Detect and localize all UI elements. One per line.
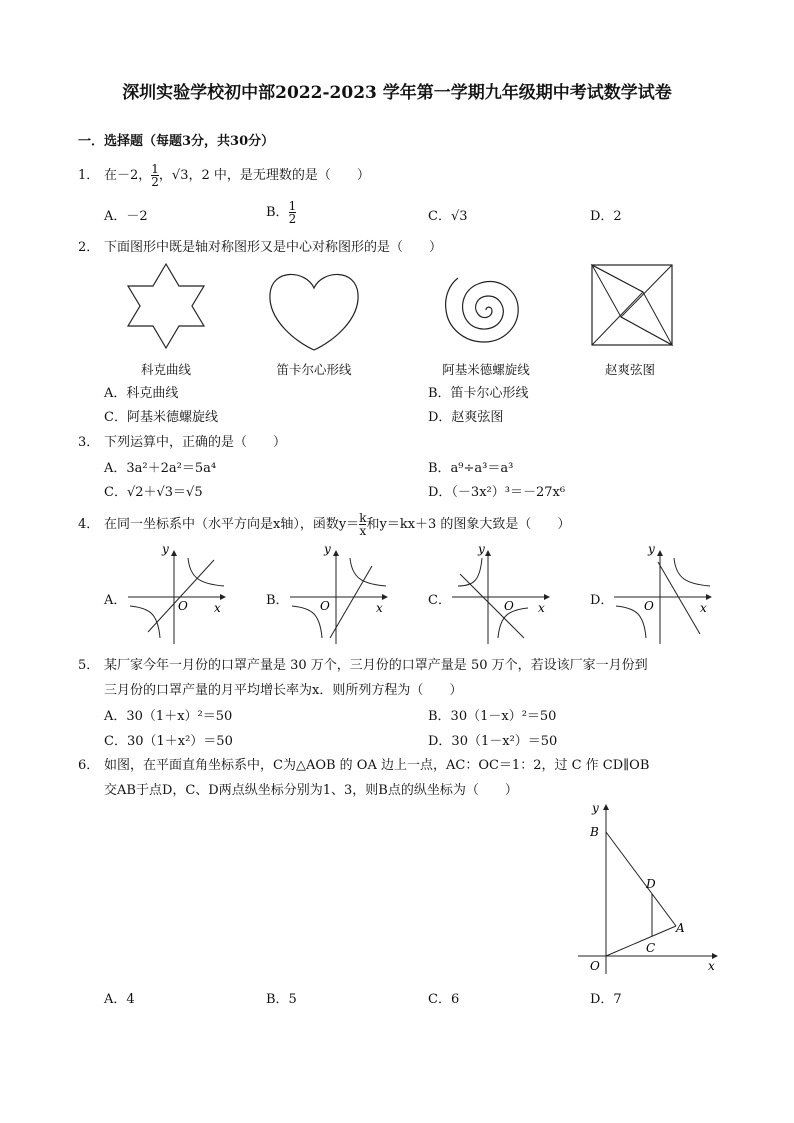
question-number: 3．: [78, 435, 100, 450]
question-stem: 在－2，: [104, 168, 152, 183]
svg-text:x: x: [700, 601, 707, 615]
svg-text:O: O: [644, 599, 654, 613]
question-stem: 在同一坐标系中（水平方向是x轴），函数y＝: [104, 517, 360, 532]
option-d[interactable]: D．2: [590, 209, 622, 224]
option-d[interactable]: D．30（1－x²）＝50: [428, 734, 558, 749]
option-b[interactable]: B．a⁹÷a³＝a³: [428, 461, 514, 476]
graph-option-b[interactable]: [290, 544, 392, 644]
question-number: 6．: [78, 758, 100, 773]
question-5: [78, 654, 648, 673]
option-c[interactable]: C．6: [428, 992, 460, 1007]
graph-option-c[interactable]: [452, 544, 554, 644]
page-title: 深圳实验学校初中部2022-2023 学年第一学期九年级期中考试数学试卷: [122, 83, 672, 103]
option-a[interactable]: A．科克曲线: [104, 386, 179, 401]
question-1: [78, 163, 370, 188]
question-number: 2．: [78, 240, 100, 255]
option-b[interactable]: B．30（1－x）²＝50: [428, 709, 557, 724]
question-stem: 下列运算中，正确的是（ ）: [104, 435, 287, 450]
svg-text:B: B: [590, 825, 599, 839]
svg-text:x: x: [538, 601, 545, 615]
zhao-shuang-figure: [591, 264, 673, 346]
svg-text:C: C: [646, 941, 656, 955]
option-a[interactable]: A．30（1＋x）²＝50: [104, 709, 233, 724]
option-c[interactable]: C．√3: [428, 209, 468, 224]
svg-text:D: D: [646, 877, 656, 891]
fraction: $\frac{k}{x}$: [359, 511, 367, 538]
question-stem: 下面图形中既是轴对称图形又是中心对称图形的是（ ）: [104, 240, 443, 255]
option-a[interactable]: A．－2: [104, 209, 148, 224]
caption-spiral: 阿基米德螺旋线: [442, 362, 530, 377]
graph-option-a[interactable]: [128, 544, 230, 644]
svg-text:y: y: [478, 542, 485, 556]
svg-text:A: A: [676, 921, 685, 935]
koch-curve-figure: [118, 262, 214, 350]
question-stem: 某厂家今年一月份的口罩产量是 30 万个，三月份的口罩产量是 50 万个，若设该厂家一月份到: [104, 658, 648, 673]
option-c[interactable]: C．30（1＋x²）＝50: [104, 734, 233, 749]
option-b[interactable]: B．笛卡尔心形线: [428, 386, 529, 401]
question-2: [78, 236, 442, 255]
caption-zhao-shuang: 赵爽弦图: [604, 362, 655, 377]
svg-text:O: O: [590, 959, 600, 973]
cardioid-figure: [266, 268, 362, 352]
question-number: 4．: [78, 517, 100, 532]
question-4: [78, 512, 570, 537]
svg-text:y: y: [648, 542, 655, 556]
svg-text:y: y: [162, 542, 169, 556]
caption-cardioid: 笛卡尔心形线: [276, 362, 352, 377]
graph-option-d[interactable]: [614, 544, 716, 644]
question-6: [78, 754, 649, 773]
svg-text:y: y: [324, 542, 331, 556]
option-d[interactable]: D．（－3x²）³＝－27x⁶: [428, 485, 566, 500]
option-d[interactable]: D．7: [590, 992, 622, 1007]
spiral-figure: [434, 266, 530, 354]
svg-text:y: y: [592, 801, 599, 815]
option-d[interactable]: D．赵爽弦图: [428, 410, 504, 425]
svg-text:x: x: [376, 601, 383, 615]
svg-text:x: x: [214, 601, 221, 615]
question-6-line2: 交AB于点D，C、D两点纵坐标分别为1、3，则B点的纵坐标为（ ）: [104, 783, 518, 798]
option-a-label[interactable]: A．: [104, 593, 127, 608]
option-b-label[interactable]: B．: [266, 593, 289, 608]
option-a[interactable]: A．3a²＋2a²＝5a⁴: [104, 461, 217, 476]
option-b[interactable]: B．5: [266, 992, 297, 1007]
question-stem-rest: 和y＝kx＋3 的图象大致是（ ）: [366, 517, 571, 532]
option-c-label[interactable]: C．: [428, 593, 451, 608]
question-number: 1．: [78, 168, 100, 183]
option-a[interactable]: A．4: [104, 992, 135, 1007]
question-stem: 如图，在平面直角坐标系中，C为△AOB 的 OA 边上一点，AC：OC＝1：2，过 C 作 CD∥OB: [104, 758, 650, 773]
option-c[interactable]: C．√2＋√3＝√5: [104, 485, 203, 500]
fraction: $\frac{1}{2}$: [151, 162, 159, 189]
svg-text:O: O: [320, 599, 330, 613]
svg-text:x: x: [708, 959, 715, 973]
triangle-figure: [574, 796, 724, 976]
svg-text:O: O: [504, 599, 514, 613]
option-c[interactable]: C．阿基米德螺旋线: [104, 410, 218, 425]
option-b[interactable]: B． $\frac{1}{2}$: [266, 199, 297, 226]
question-3: [78, 431, 286, 450]
question-number: 5．: [78, 658, 100, 673]
svg-text:O: O: [178, 599, 188, 613]
caption-koch: 科克曲线: [140, 362, 191, 377]
section-heading: 一．选择题（每题3分，共30分）: [78, 134, 275, 149]
question-5-line2: 三月份的口罩产量的月平均增长率为x．则所列方程为（ ）: [104, 683, 463, 698]
option-d-label[interactable]: D．: [590, 593, 614, 608]
question-stem-rest: ，√3，2 中，是无理数的是（ ）: [158, 168, 370, 183]
